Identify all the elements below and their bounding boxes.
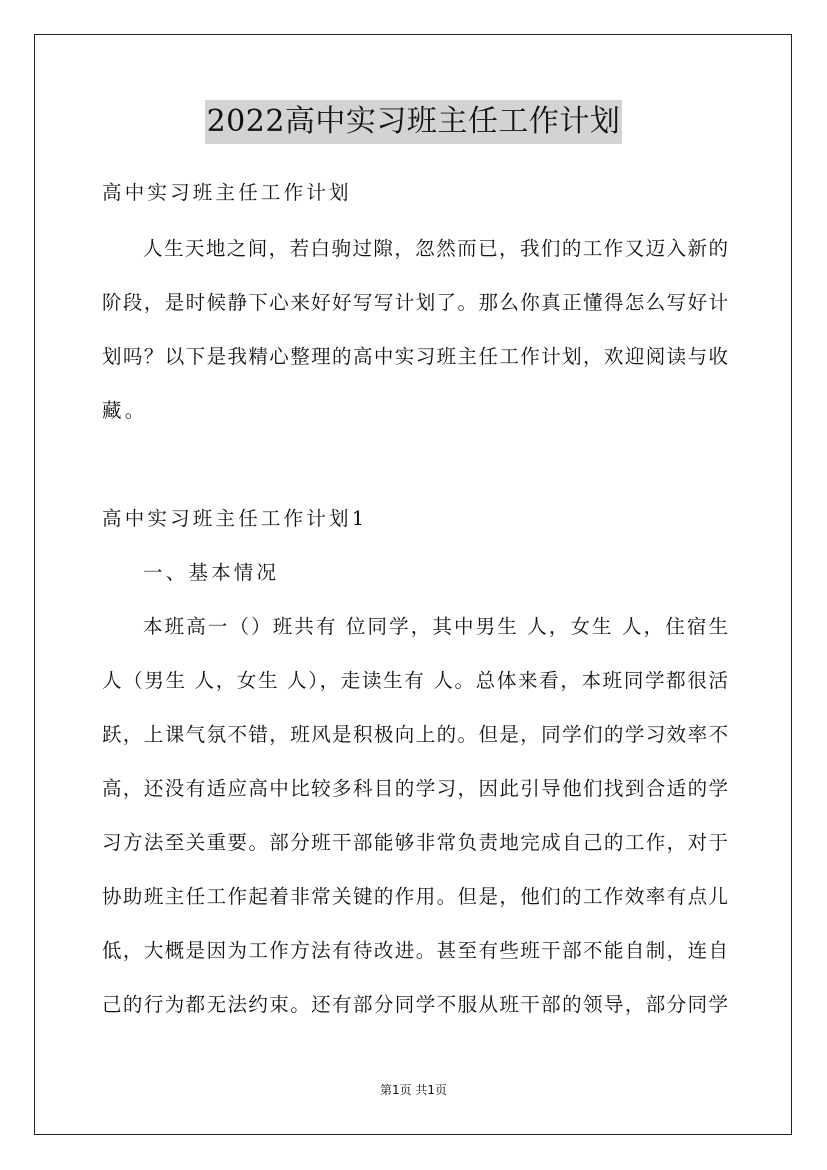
body-line: 跃，上课气氛不错，班风是积极向上的。但是，同学们的学习效率不	[102, 723, 728, 746]
intro-line: 划吗？以下是我精心整理的高中实习班主任工作计划，欢迎阅读与收	[102, 345, 728, 368]
body-line: 高，还没有适应高中比较多科目的学习，因此引导他们找到合适的学	[102, 777, 728, 800]
subtitle: 高中实习班主任工作计划	[102, 181, 352, 204]
body-line: 协助班主任工作起着非常关键的作用。但是，他们的工作效率有点儿	[102, 885, 728, 908]
intro-line: 藏。	[102, 399, 148, 422]
intro-line: 阶段，是时候静下心来好好写写计划了。那么你真正懂得怎么写好计	[102, 291, 728, 314]
page-footer: 第1页 共1页	[379, 1083, 448, 1097]
document-title: 2022高中实习班主任工作计划	[205, 100, 623, 144]
body-line: 本班高一（）班共有 位同学，其中男生 人，女生 人，住宿生	[143, 615, 728, 638]
title-container	[0, 100, 827, 144]
body-line: 习方法至关重要。部分班干部能够非常负责地完成自己的工作，对于	[102, 831, 728, 854]
heading-1: 一、基本情况	[143, 561, 280, 584]
intro-line: 人生天地之间，若白驹过隙，忽然而已，我们的工作又迈入新的	[143, 237, 728, 260]
section-title: 高中实习班主任工作计划1	[102, 507, 368, 530]
body-line: 己的行为都无法约束。还有部分同学不服从班干部的领导，部分同学	[102, 993, 728, 1016]
body-line: 低，大概是因为工作方法有待改进。甚至有些班干部不能自制，连自	[102, 939, 728, 962]
body-line: 人（男生 人，女生 人），走读生有 人。总体来看，本班同学都很活	[102, 669, 728, 692]
